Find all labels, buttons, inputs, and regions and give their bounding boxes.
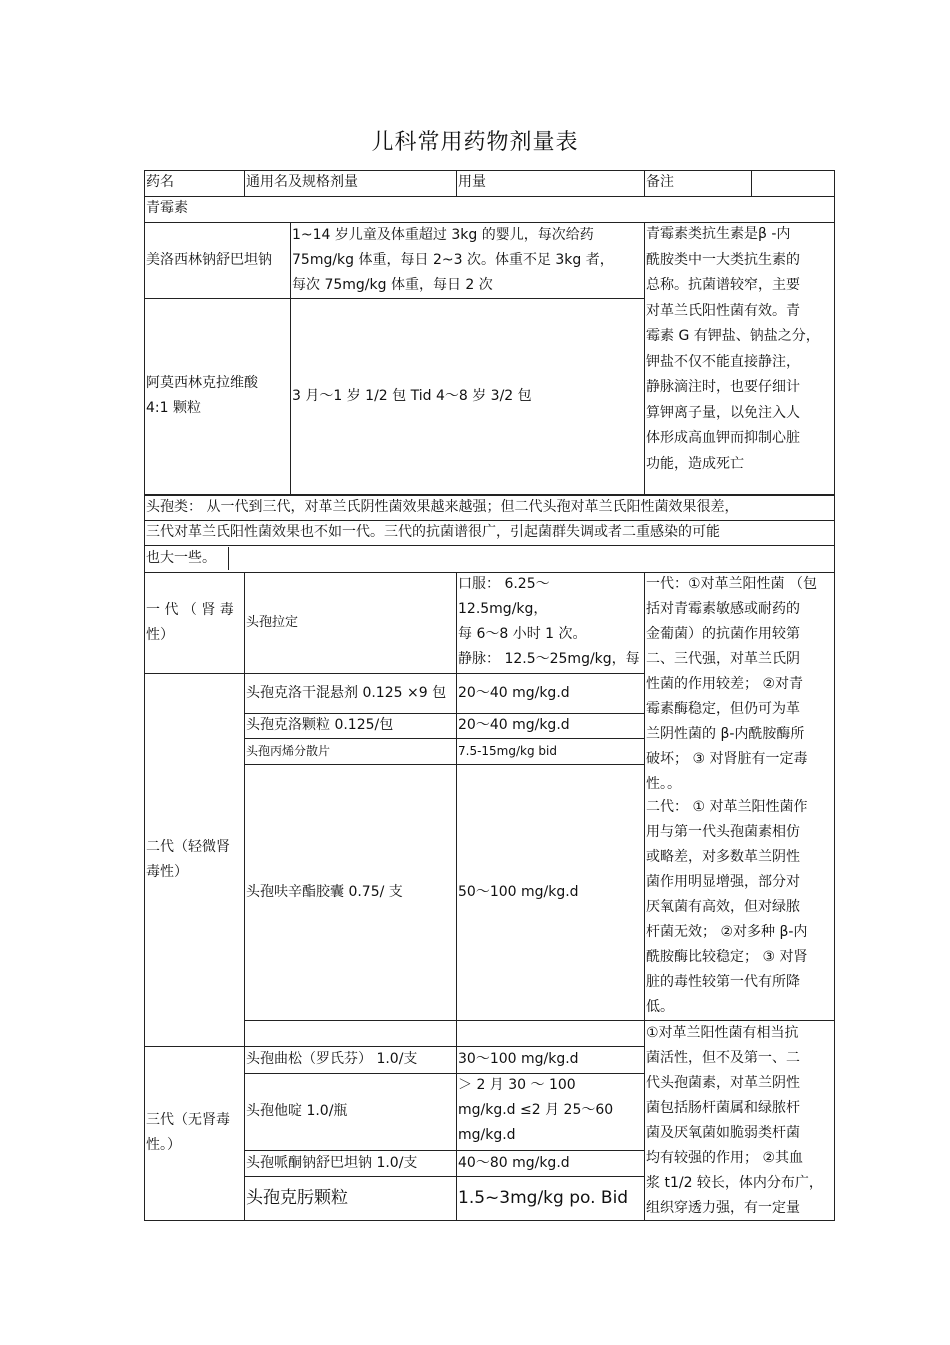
note-penicillin: 青霉素类抗生素是β -内 酰胺类中一大类抗生素的 总称。抗菌谱较窄，主要 对革兰氏阳性菌有效。青 霉素 G 有钾盐、钠盐之分， 钾盐不仅不能直接静注， 静脉滴注时，也要仔细计 算钾离子量，以免注入人 体形成高血钾而抑制心脏 功能，造成死亡 xyxy=(646,226,820,472)
gen1-label xyxy=(144,572,244,673)
drug-text: 头孢克洛颗粒 0.125/包 xyxy=(246,717,394,733)
rule xyxy=(751,170,752,196)
drug-text: 头孢他啶 1.0/瓶 xyxy=(246,1103,348,1119)
header-name: 药名 xyxy=(146,174,174,190)
gen2-drug-cefaclor-suspension xyxy=(244,673,456,713)
gen2-drug-cefprozil xyxy=(244,738,456,764)
note-gen2: 二代： ① 对革兰阳性菌作 用与第一代头孢菌素相仿 或略差，对多数革兰阴性 菌作用明显增强，部分对 厌氧菌有高效，但对绿脓 杆菌无效； ②对多种 β-内 酰胺酶比较稳定； ③ 对肾 脏的毒性较第一代有所降 低。 xyxy=(646,799,808,1015)
gen3-drug-cefixime xyxy=(244,1176,456,1220)
header-note: 备注 xyxy=(646,174,674,190)
gen3-drug-ceftazidime xyxy=(244,1073,456,1150)
drug-text: 头孢曲松（罗氏芬） 1.0/支 xyxy=(246,1051,418,1067)
ceph-intro-line1: 头孢类： 从一代到三代，对革兰氏阴性菌效果越来越强；但二代头孢对革兰氏阳性菌效果很差， xyxy=(146,499,739,515)
drug-text: 头孢呋辛酯胶囊 0.75/ 支 xyxy=(246,883,403,900)
gen1-label-text: 一 代 （ 肾 毒 性） xyxy=(146,601,234,643)
gen3-label-text: 三代（无肾毒 性。） xyxy=(146,1112,230,1153)
gen2-drug-cefaclor-granule xyxy=(244,713,456,738)
note-gen1: 一代：①对革兰阳性菌 （包 括对青霉素敏感或耐药的 金葡菌）的抗菌作用较第 二、三代强，对革兰氏阴 性菌的作用较差； ②对青 霉素酶稳定，但仍可为革 兰阴性菌的 β-内酰胺酶所 破坏； ③ 对肾脏有一定毒 性。。 xyxy=(646,576,818,792)
rule xyxy=(834,170,835,1221)
gen3-dose-cefixime xyxy=(456,1176,644,1220)
gen3-dose-ceftazidime: ＞ 2 月 30 ～ 100 mg/kg.d ≤2 月 25～60 mg/kg.d xyxy=(458,1077,614,1143)
page-title: 儿科常用药物剂量表 xyxy=(371,130,579,155)
drug-text: 头孢哌酮钠舒巴坦钠 1.0/支 xyxy=(246,1154,418,1171)
drug-text: 头孢克肟颗粒 xyxy=(246,1187,348,1208)
gen2-drug-cefuroxime xyxy=(244,764,456,1020)
gen3-drug-ceftriaxone xyxy=(244,1046,456,1073)
drug-text: 头孢克洛干混悬剂 0.125 ×9 包 xyxy=(246,684,447,701)
gen3-label xyxy=(144,1046,244,1220)
header-generic: 通用名及规格剂量 xyxy=(246,174,358,190)
rule xyxy=(144,545,835,546)
rule xyxy=(144,1220,835,1221)
gen3-dose-cefoperazone xyxy=(456,1150,644,1176)
drug-text: 头孢丙烯分散片 xyxy=(246,743,331,758)
dose-text: 50～100 mg/kg.d xyxy=(458,883,579,900)
gen1-drug-text: 头孢拉定 xyxy=(246,615,299,630)
ceph-intro-line3: 也大一些。 xyxy=(146,550,216,566)
gen2-dose-cefuroxime xyxy=(456,764,644,1020)
dose-text: 20～40 mg/kg.d xyxy=(458,717,570,733)
dose-text: 1.5~3mg/kg po. Bid xyxy=(458,1187,629,1208)
gen3-dose-ceftriaxone xyxy=(456,1046,644,1073)
dose-text: 20～40 mg/kg.d xyxy=(458,684,570,701)
ceph-intro-line2: 三代对革兰氏阳性菌效果也不如一代。三代的抗菌谱很广，引起菌群失调或者二重感染的可能 xyxy=(146,524,720,540)
note-gen3: ①对革兰阳性菌有相当抗 菌活性，但不及第一、二 代头孢菌素，对革兰阴性 菌包括肠杆菌属和绿脓杆 菌及厌氧菌如脆弱类杆菌 均有较强的作用； ②其血 浆 t1/2 较长，体内分布广， 组织穿透力强，有一定量 xyxy=(646,1025,823,1216)
gen2-label-text: 二代（轻微肾 毒性） xyxy=(146,838,230,880)
section-penicillin: 青霉素 xyxy=(146,200,188,216)
drug-name-text: 美洛西林钠舒巴坦钠 xyxy=(146,251,272,268)
dose-text: 40～80 mg/kg.d xyxy=(458,1154,570,1171)
gen1-dose: 口服： 6.25～ 12.5mg/kg， 每 6～8 小时 1 次。 静脉： 12.5～25mg/kg，每 xyxy=(458,576,640,667)
drug-dose-amoxicillin xyxy=(290,298,644,494)
header-dose: 用量 xyxy=(458,174,486,190)
drug-name-text: 阿莫西林克拉维酸 4:1 颗粒 xyxy=(146,375,258,416)
gen2-label xyxy=(144,673,244,1046)
dose-text: 7.5-15mg/kg bid xyxy=(458,743,557,758)
gen2-dose-cefaclor-granule xyxy=(456,713,644,738)
gen2-dose-cefaclor-suspension xyxy=(456,673,644,713)
drug-dose-text: 3 月～1 岁 1/2 包 Tid 4～8 岁 3/2 包 xyxy=(292,387,532,404)
dose-text: 30～100 mg/kg.d xyxy=(458,1051,579,1067)
gen2-dose-cefprozil xyxy=(456,738,644,764)
drug-name-amoxicillin xyxy=(144,298,290,494)
gen3-drug-cefoperazone xyxy=(244,1150,456,1176)
drug-name-mezlocillin xyxy=(144,222,290,298)
gen1-drug xyxy=(244,572,456,673)
drug-dose-mezlocillin: 1~14 岁儿童及体重超过 3kg 的婴儿，每次给药 75mg/kg 体重，每日 2~3 次。体重不足 3kg 者， 每次 75mg/kg 体重，每日 2 次 xyxy=(292,227,614,293)
